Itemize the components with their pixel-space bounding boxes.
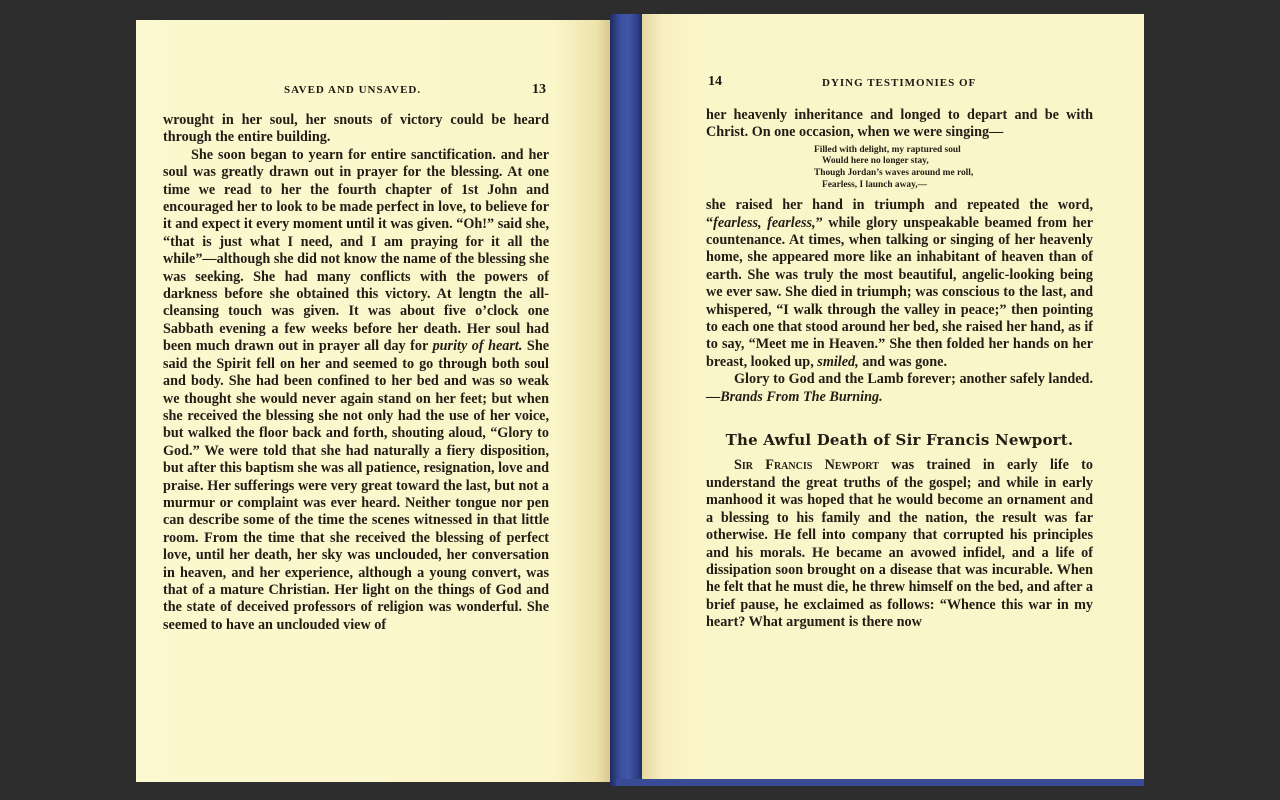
poem-line: Filled with delight, my raptured soul bbox=[814, 144, 961, 155]
paragraph bbox=[163, 112, 549, 147]
right-page bbox=[642, 14, 1144, 779]
text-span: was trained in early life to understand the great truths of the gospel; and while in early manhood it was hoped that he would become an ornament and a blessing to his family and the nation, the result was far otherwise. He fell into company that corrupted his principles and his morals. He became an avowed infidel, and a life of dissipation soon brought on a disease that was incurable. When he felt that he must die, he threw himself on the bed, and after a brief pause, he exclaimed as follows: “Whence this war in my heart? What argument is there now bbox=[706, 457, 1093, 631]
small-caps-lead: Sir Francis Newport bbox=[734, 457, 879, 474]
poem-line: Though Jordan’s waves around me roll, bbox=[814, 168, 974, 178]
text-span: and was gone. bbox=[858, 353, 947, 370]
paragraph bbox=[706, 197, 1093, 371]
cover-edge bbox=[616, 779, 1144, 786]
italic-span: purity of heart. bbox=[432, 338, 523, 355]
page-number-right: 14 bbox=[708, 74, 722, 89]
running-head-left: SAVED AND UNSAVED. bbox=[284, 84, 422, 96]
section-title: The Awful Death of Sir Francis Newport. bbox=[725, 431, 1074, 450]
source-citation: Brands From The Burning. bbox=[720, 388, 883, 405]
right-page-body bbox=[706, 107, 1093, 632]
poem-line: Would here no longer stay, bbox=[822, 156, 929, 167]
text-span: She said the Spirit fell on her and seemed to go through both soul and body. She had been confined to her bed and was so weak we thought she would never again stand on her feet; but when she received the blessing she not only had the use of her voice, but walked the floor back and forth, shouting aloud, “Glory to God.” We were told that she had naturally a fiery disposition, but after this baptism she was all patience, resignation, love and praise. Her sufferings were very great toward the last, but not a murmur or complaint was ever heard. Neither tongue nor pen can describe some of the time the scenes witnessed in that little room. From the time that she received the blessing of perfect love, until her death, her sky was unclouded, her conversation in heaven, and her experience, although a young convert, was that of a mature Christian. Her light on the things of God and the state of deceived professors of religion was wonderful. She seemed to have an unclouded view of bbox=[163, 338, 550, 633]
poem-stanza bbox=[814, 145, 1093, 191]
text-span: Glory to God and the Lamb forever; another safely landed.— bbox=[706, 371, 1093, 405]
page-number-left: 13 bbox=[532, 82, 546, 97]
left-page-body bbox=[163, 112, 549, 634]
paragraph bbox=[706, 457, 1093, 631]
running-head-right: DYING TESTIMONIES OF bbox=[822, 77, 977, 89]
text-span: ” while glory unspeakable beamed from her countenance. At times, when talking or singing of her heavenly home, she appeared more like an inhabitant of heaven than of earth. She was truly the most beautiful, angelic-looking being we ever saw. She died in triumph; was conscious to the last, and whispered, “I walk through the valley in peace;” then pointing to each one that stood around her bed, she raised her hand, as if to say, “Meet me in Heaven.” She then folded her hands on her breast, looked up, bbox=[706, 214, 1094, 370]
text-span: wrought in her soul, her snouts of victory could be heard through the entire building. bbox=[163, 112, 549, 146]
italic-span: smiled, bbox=[817, 353, 859, 370]
italic-span: fearless, fearless, bbox=[713, 214, 816, 231]
text-span: she raised her hand in triumph and repeated the word, “ bbox=[706, 197, 1093, 231]
text-span: She soon began to yearn for entire sanctification. and her soul was greatly drawn out in prayer for the blessing. At one time we read to her the fourth chapter of 1st John and encouraged her to look to be made perfect in love, to believe for it and expect it every moment until it was given. “Oh!” said she, “that is just what I need, and I am praying for it all the while”—although she did not know the name of the blessing she was seeking. She had many conflicts with the powers of darkness before she obtained this victory. At lengtn the all-cleansing touch was given. It was about five o’clock one Sabbath evening a few weeks before her death. Her soul had been much drawn out in prayer all day for bbox=[163, 146, 549, 355]
paragraph: her heavenly inheritance and longed to depart and be with Christ. On one occasion, when we were singing— bbox=[706, 107, 1093, 141]
book-spine bbox=[610, 14, 644, 786]
left-page bbox=[136, 20, 610, 782]
paragraph bbox=[163, 147, 549, 634]
paragraph bbox=[706, 371, 1093, 406]
poem-line: Fearless, I launch away,— bbox=[822, 179, 927, 190]
